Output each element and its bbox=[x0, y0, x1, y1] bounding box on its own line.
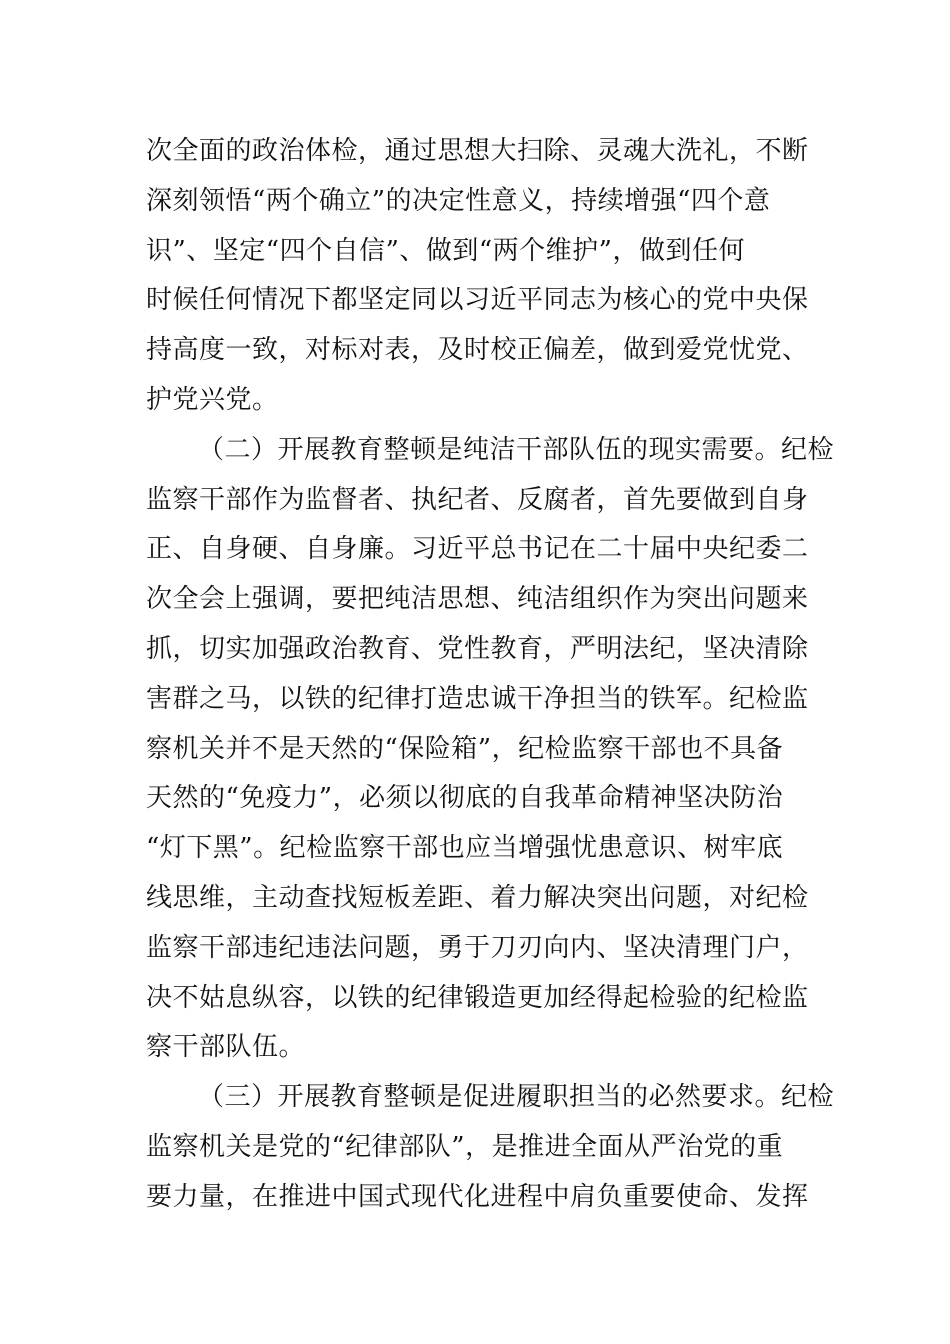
text-line: 次全会上强调，要把纯洁思想、纯洁组织作为突出问题来 bbox=[146, 584, 809, 615]
text-line: 识”、坚定“四个自信”、做到“两个维护”，做到任何 bbox=[146, 235, 745, 266]
text-line: 天然的“免疫力”，必须以彻底的自我革命精神坚决防治 bbox=[146, 783, 784, 814]
text-line: 正、自身硬、自身廉。习近平总书记在二十届中央纪委二 bbox=[146, 534, 809, 565]
text-line: 持高度一致，对标对表，及时校正偏差，做到爱党忧党、 bbox=[146, 335, 809, 366]
text-line: 线思维，主动查找短板差距、着力解决突出问题，对纪检 bbox=[146, 882, 809, 913]
text-line: 护党兴党。 bbox=[146, 384, 279, 415]
text-line: 深刻领悟“两个确立”的决定性意义，持续增强“四个意 bbox=[146, 185, 771, 216]
text-line: 监察干部作为监督者、执纪者、反腐者，首先要做到自身 bbox=[146, 484, 809, 515]
paragraph-heading-line: （三）开展教育整顿是促进履职担当的必然要求。纪检 bbox=[198, 1082, 835, 1113]
document-body bbox=[146, 127, 835, 1223]
text-line: 害群之马，以铁的纪律打造忠诚干净担当的铁军。纪检监 bbox=[146, 683, 809, 714]
text-line: 决不姑息纵容，以铁的纪律锻造更加经得起检验的纪检监 bbox=[146, 982, 809, 1013]
text-line: 察机关并不是天然的“保险箱”，纪检监察干部也不具备 bbox=[146, 733, 784, 764]
text-line: “灯下黑”。纪检监察干部也应当增强忧患意识、树牢底 bbox=[146, 833, 784, 864]
text-line: 次全面的政治体检，通过思想大扫除、灵魂大洗礼，不断 bbox=[146, 136, 809, 166]
text-line: 监察干部违纪违法问题，勇于刀刃向内、坚决清理门户， bbox=[146, 932, 809, 963]
text-line: 抓，切实加强政治教育、党性教育，严明法纪，坚决清除 bbox=[146, 633, 809, 664]
text-line: 要力量，在推进中国式现代化进程中肩负重要使命、发挥 bbox=[146, 1181, 809, 1212]
paragraph-heading-line: （二）开展教育整顿是纯洁干部队伍的现实需要。纪检 bbox=[198, 434, 835, 465]
text-line: 监察机关是党的“纪律部队”，是推进全面从严治党的重 bbox=[146, 1131, 784, 1162]
text-line: 察干部队伍。 bbox=[146, 1032, 306, 1063]
text-line: 时候任何情况下都坚定同以习近平同志为核心的党中央保 bbox=[146, 285, 809, 316]
